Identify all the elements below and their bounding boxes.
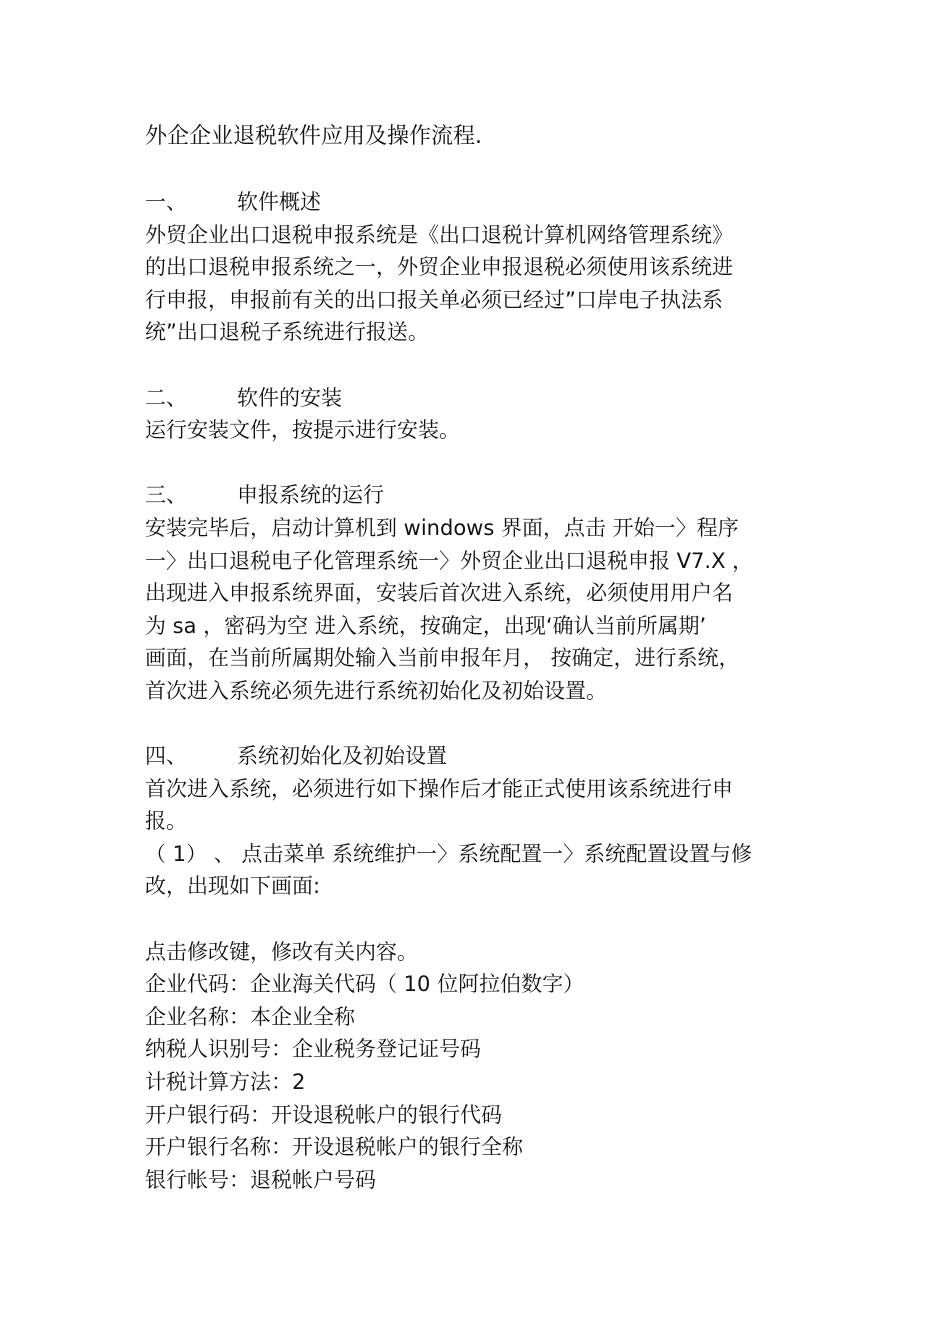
paragraph-line: 出现进入申报系统界面，安装后首次进入系统，必须使用用户名 xyxy=(145,581,733,606)
paragraph-line: 首次进入系统必须先进行系统初始化及初始设置。 xyxy=(145,678,607,703)
paragraph-line: 画面，在当前所属期处输入当前申报年月， 按确定，进行系统， xyxy=(145,646,740,671)
section-number: 四、 xyxy=(145,744,187,769)
section-title: 软件的安装 xyxy=(237,385,342,410)
section-number: 三、 xyxy=(145,483,187,508)
paragraph-line: 报。 xyxy=(145,809,187,834)
config-item-enterprise-code: 企业代码：企业海关代码（ 10 位阿拉伯数字） xyxy=(145,972,585,997)
config-item-taxpayer-id: 纳税人识别号：企业税务登记证号码 xyxy=(145,1037,481,1062)
paragraph-line: 运行安装文件，按提示进行安装。 xyxy=(145,418,460,443)
spacer xyxy=(145,447,815,480)
spacer xyxy=(145,708,815,741)
section-title: 软件概述 xyxy=(237,190,321,214)
config-item-bank-name: 开户银行名称：开设退税帐户的银行全称 xyxy=(145,1135,523,1160)
section-heading-init xyxy=(145,740,815,773)
config-item-bank-account: 银行帐号：退税帐户号码 xyxy=(145,1167,376,1192)
paragraph-line: 行申报，申报前有关的出口报关单必须已经过”口岸电子执法系 xyxy=(145,287,723,312)
document-page xyxy=(145,120,815,1196)
section-heading-overview xyxy=(145,186,815,219)
paragraph-line: 统”出口退税子系统进行报送。 xyxy=(145,320,429,345)
spacer xyxy=(145,154,815,186)
section-number: 二、 xyxy=(145,385,187,410)
spacer xyxy=(145,903,815,936)
config-intro: 点击修改键，修改有关内容。 xyxy=(145,939,418,964)
paragraph-line: 外贸企业出口退税申报系统是《出口退税计算机网络管理系统》 xyxy=(145,222,733,247)
section-heading-run xyxy=(145,479,815,512)
section-title: 申报系统的运行 xyxy=(237,483,384,508)
paragraph-line: 一〉出口退税电子化管理系统一〉外贸企业出口退税申报 V7.X ， xyxy=(145,548,754,573)
section-number: 一、 xyxy=(145,190,187,214)
spacer xyxy=(145,349,815,382)
document-title: 外企企业退税软件应用及操作流程. xyxy=(145,124,482,149)
paragraph-line: （ 1） 、 点击菜单 系统维护一〉系统配置一〉系统配置设置与修 xyxy=(145,841,753,866)
section-heading-install xyxy=(145,382,815,415)
section-title: 系统初始化及初始设置 xyxy=(237,744,447,769)
paragraph-line: 首次进入系统，必须进行如下操作后才能正式使用该系统进行申 xyxy=(145,776,733,801)
paragraph-line: 的出口退税申报系统之一，外贸企业申报退税必须使用该系统进 xyxy=(145,255,733,280)
config-item-tax-method: 计税计算方法：2 xyxy=(145,1070,306,1095)
paragraph-line: 为 sa ，密码为空 进入系统，按确定，出现‘确认当前所属期’ xyxy=(145,613,707,638)
paragraph-line: 安装完毕后，启动计算机到 windows 界面，点击 开始一〉程序 xyxy=(145,515,739,540)
config-item-bank-code: 开户银行码：开设退税帐户的银行代码 xyxy=(145,1102,502,1127)
config-item-enterprise-name: 企业名称：本企业全称 xyxy=(145,1004,355,1029)
paragraph-line: 改，出现如下画面: xyxy=(145,874,321,899)
